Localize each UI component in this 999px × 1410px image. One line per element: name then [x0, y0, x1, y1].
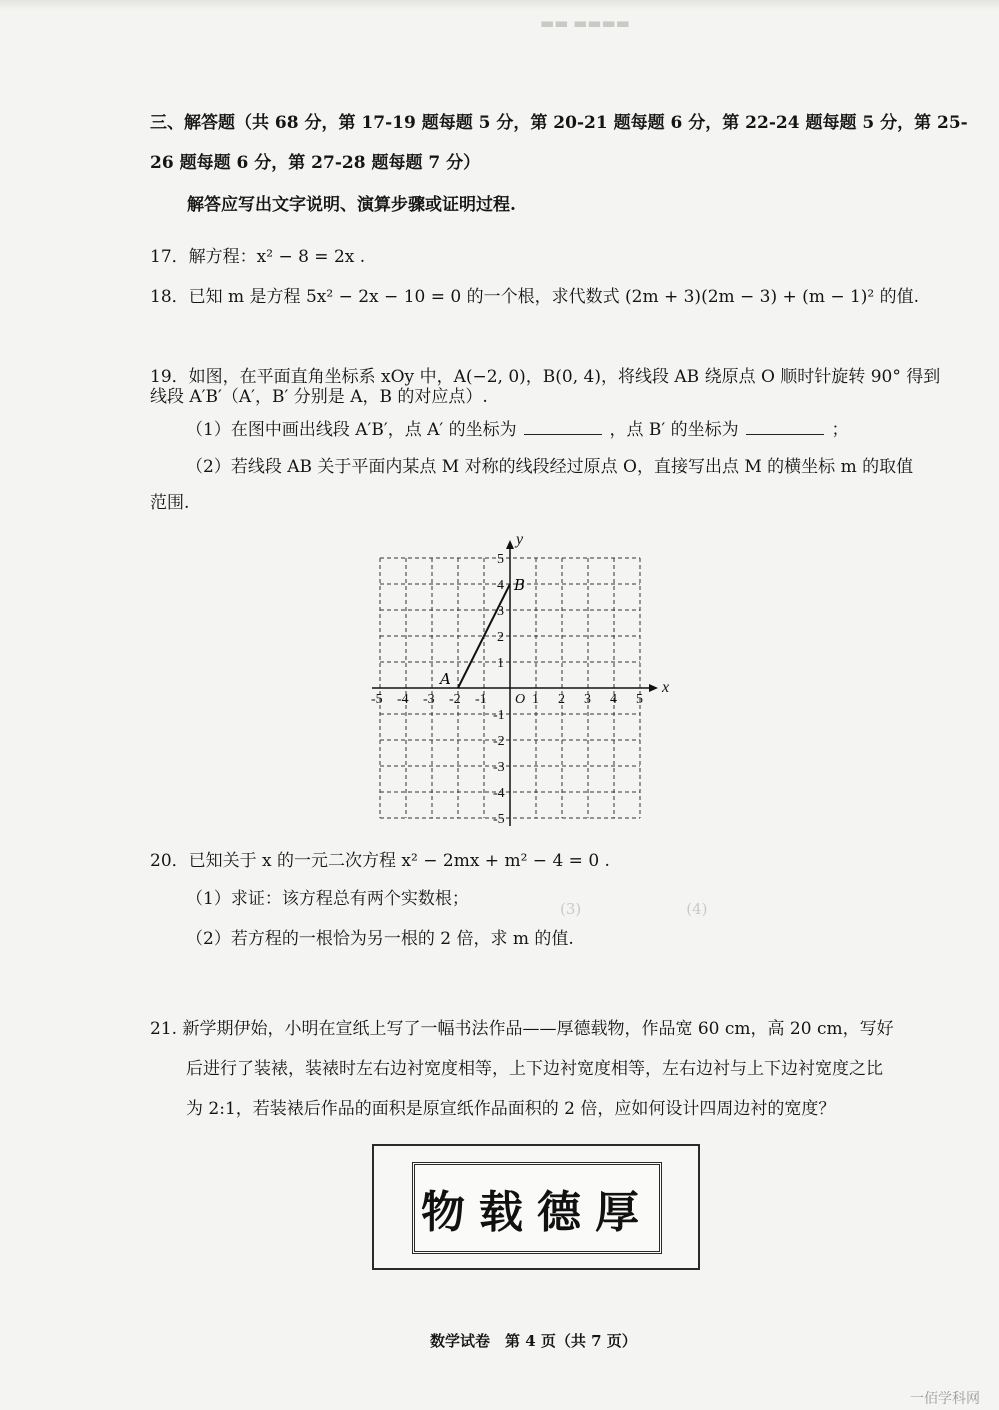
- y-tick-label: -3: [493, 760, 505, 775]
- artwork-calligraphy: 物载德厚: [421, 1187, 653, 1238]
- section-heading-line1: 三、解答题（共 68 分，第 17-19 题每题 5 分，第 20-21 题每题 6 分，第 22-24 题每题 5 分，第 25-: [150, 113, 968, 133]
- x-tick-label: 3: [584, 692, 591, 707]
- bleed-through-top: ▬▬ ▬▬▬▬: [540, 14, 630, 32]
- x-tick-label: -2: [449, 692, 461, 707]
- x-tick-label: 1: [532, 692, 539, 707]
- q19-part1-text-a: （1）在图中画出线段 A′B′，点 A′ 的坐标为: [186, 420, 517, 440]
- x-axis-arrow: [649, 684, 658, 692]
- x-tick-label: 2: [558, 692, 565, 707]
- y-tick-label: -1: [493, 708, 505, 723]
- artwork-paper: [412, 1162, 662, 1254]
- question-18: 18．已知 m 是方程 5x² − 2x − 10 = 0 的一个根，求代数式 (2m + 3)(2m − 3) + (m − 1)² 的值.: [150, 287, 920, 307]
- y-axis-arrow: [506, 540, 514, 549]
- question-19-part2-line1: （2）若线段 AB 关于平面内某点 M 对称的线段经过原点 O，直接写出点 M 的横坐标 m 的取值: [186, 457, 914, 477]
- y-tick-label: 3: [497, 604, 504, 619]
- question-20-line1: 20．已知关于 x 的一元二次方程 x² − 2mx + m² − 4 = 0 .: [150, 851, 610, 871]
- question-19-line1: 19．如图，在平面直角坐标系 xOy 中，A(−2, 0)，B(0, 4)，将线段 AB 绕原点 O 顺时针旋转 90° 得到: [150, 367, 941, 387]
- y-tick-label: 1: [497, 656, 504, 671]
- x-axis-label: x: [662, 679, 670, 696]
- coordinate-grid: [370, 520, 690, 840]
- answer-blank-b-prime[interactable]: [746, 418, 824, 435]
- question-21-line2: 后进行了装裱，装裱时左右边衬宽度相等，上下边衬宽度相等，左右边衬与上下边衬宽度之比: [186, 1059, 883, 1079]
- section-heading-line2: 26 题每题 6 分，第 27-28 题每题 7 分）: [150, 153, 481, 173]
- watermark: 一佰学科网: [910, 1391, 980, 1407]
- question-19-part2-line2: 范围.: [150, 493, 190, 513]
- x-tick-label: -4: [397, 692, 409, 707]
- question-17: 17．解方程：x² − 8 = 2x .: [150, 247, 366, 267]
- section-instruction: 解答应写出文字说明、演算步骤或证明过程.: [187, 195, 516, 215]
- q19-part1-text-b: ，点 B′ 的坐标为: [609, 420, 739, 440]
- question-19-line2: 线段 A′B′（A′，B′ 分别是 A，B 的对应点）.: [150, 387, 488, 407]
- question-19-part1: [186, 418, 848, 441]
- point-b-label: B: [514, 576, 526, 594]
- y-tick-label: 5: [497, 552, 504, 567]
- bleed-through-mid: (3) (4): [560, 900, 708, 918]
- y-tick-label: -2: [493, 734, 505, 749]
- page-footer: 数学试卷 第 4 页（共 7 页）: [430, 1332, 637, 1350]
- origin-label: O: [515, 692, 526, 707]
- question-21-line3: 为 2:1，若装裱后作品的面积是原宣纸作品面积的 2 倍，应如何设计四周边衬的宽度？: [186, 1099, 836, 1119]
- x-tick-label: -5: [371, 692, 383, 707]
- y-tick-label: -5: [493, 812, 505, 827]
- y-tick-label: -4: [493, 786, 505, 801]
- q19-part1-text-c: ；: [831, 420, 849, 440]
- point-a-label: A: [440, 670, 451, 688]
- y-tick-label: 4: [497, 578, 504, 593]
- answer-blank-a-prime[interactable]: [524, 418, 602, 435]
- question-20-part1: （1）求证：该方程总有两个实数根；: [186, 889, 469, 909]
- y-axis-label: y: [516, 531, 524, 548]
- x-tick-label: 4: [610, 692, 617, 707]
- question-20-part2: （2）若方程的一根恰为另一根的 2 倍，求 m 的值.: [186, 929, 574, 949]
- x-tick-label: -3: [423, 692, 435, 707]
- x-tick-label: -1: [475, 692, 487, 707]
- question-21-line1: 21. 新学期伊始，小明在宣纸上写了一幅书法作品——厚德载物，作品宽 60 cm，高 20 cm，写好: [150, 1019, 894, 1039]
- segment-ab: [438, 576, 525, 688]
- y-tick-label: 2: [497, 630, 504, 645]
- x-tick-label: 5: [636, 692, 643, 707]
